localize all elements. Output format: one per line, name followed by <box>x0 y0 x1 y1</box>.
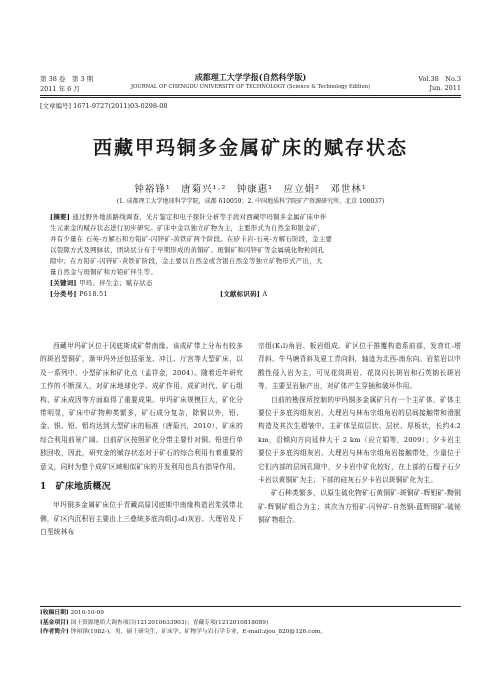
footnote-author: [作者简介] 钟裕锋(1982-)，男，硕士研究生，矿床学、矿物学与岩石学专业，E-mail:zjou_820@126.com。 <box>40 629 327 635</box>
doc-code-group <box>220 289 267 300</box>
footnote-fund: [基金项目] 国土资源地质大调查项目(1212010633903)；青藏专项(1212010818089) <box>40 619 269 626</box>
right-column <box>258 340 461 528</box>
left-column <box>40 340 243 540</box>
keywords-text: 甲玛；伴生金；赋存状态 <box>79 279 153 287</box>
abstract-line: 生元素金的赋存状态进行初步研究。矿床中金以独立矿物为主，主要形式为自然金和银金矿， <box>50 224 325 232</box>
journal-title-cn: 成都理工大学学报(自然科学版) <box>194 72 307 82</box>
abstract-line: 隙中；在方铅矿-闪锌矿-黄铁矿阶段，金主要以自然金或含银自然金等独立矿物形式产出，大 <box>50 257 323 265</box>
section-heading: 1 矿床地质概况 <box>40 482 111 493</box>
body-paragraph: 甲玛铜多金属矿床位于青藏高原冈底斯中南缘构造岩浆弧带北侧，矿区内沉积岩主要由上三叠统多底沟组(J₃d)灰岩、大理岩及下白垩统林布 <box>40 501 243 537</box>
doc-code-label: [文献标识码] <box>220 290 261 298</box>
volume-issue-en: Vol.38 No.3 <box>418 75 461 83</box>
header-rule <box>40 95 461 96</box>
classification-line <box>50 289 452 300</box>
classification-label: [分类号] <box>50 290 77 298</box>
date-en: Jun. 2011 <box>429 84 461 92</box>
article-number: [文章编号] 1671-9727(2011)03-0298-08 <box>40 102 168 110</box>
keywords-label: [关键词] <box>50 279 77 287</box>
doc-code-value: A <box>262 290 268 298</box>
body-paragraph: 目前的勘探所控制的甲玛铜多金属矿只有一个主矿体，矿体主要位于多底沟组灰岩、大理岩与林布宗组角岩的层间接触带和滑脱构造及其次生褶皱中。主矿体呈似层状、层状、厚板状，长约4.2 km，沿倾向方向延伸大于 2 km（应立娟等，2009）；夕卡岩主要位于多底沟组灰岩、大理岩与林布宗组角岩接触带处，少量位于它们内部的层间孔隙中，夕卡岩中矿化较好，在上部的石榴子石夕卡岩以黄铜矿为主；下部的硅灰石夕卡岩以斑铜矿化为主。 <box>258 395 462 485</box>
classification-code: P618.51 <box>79 290 108 298</box>
footnote-received: [收稿日期] 2010-10-09 <box>40 610 104 616</box>
abstract-line: 量自然金与斑铜矿和方铅矿伴生等。 <box>50 268 158 276</box>
volume-issue-cn: 第 38 卷 第 3 期 <box>40 75 94 83</box>
body-paragraph: 矿石种类繁多，以原生硫化物矿石黄铜矿-斑铜矿-辉钼矿-黝铜矿-辉铜矿组合为主；其次为方铅矿-闪锌矿-自然铜-蓝辉铜矿-硫铋铜矿物组合。 <box>258 489 461 525</box>
author-list: 钟裕锋¹ 唐菊兴¹·² 钟康惠¹ 应立娟² 邓世林¹ <box>134 184 367 195</box>
author-affiliation: (1. 成都理工大学地球科学学院，成都 610059；2. 中国地质科学院矿产资源研究所，北京 100037) <box>116 198 385 205</box>
paper-title: 西藏甲玛铜多金属矿床的赋存状态 <box>92 137 408 159</box>
abstract-line: 并有少量在 石英-方解石和方铅矿-闪锌矿-黄铁矿两个阶段。在矽卡岩-石英-方解石阶段，金主要 <box>50 235 333 243</box>
keywords-line <box>50 278 452 289</box>
abstract-line: [摘要] 通过野外地质路线调查、光片鉴定和电子探针分析等手段对西藏甲玛铜多金属矿床中伴 <box>50 213 327 221</box>
body-paragraph: 宗组(K₁l)角岩、板岩组成。矿区位于推覆构造系前部，发育红-塔背斜、牛马塘背斜及夏工青向斜，轴迹为北西-南东向。岩浆岩以中酸性侵入岩为主，可见花岗斑岩、花岗闪长斑岩和石英钠长斑岩等，主要呈岩脉产出，对矿体产生穿插和破坏作用。 <box>258 342 462 391</box>
footnote <box>40 609 461 638</box>
abstract-label: [摘要] <box>50 213 71 221</box>
body-paragraph: 西藏甲玛矿区位于冈底斯成矿带南缘。该成矿带上分布有较多的斑岩型铜矿，渐甲玛外还包括驱龙、冲江、厅宫等大型矿床，以及一系列中、小型矿床和矿化点（孟祥金，2004）。随着近年研究工作的不断深入，对矿床地球化学、成矿作用、成矿时代、矿石组构、矿床成因等方面取得了重要成果。甲玛矿床规模巨大，矿化分带明显，矿床中矿物种类繁多，矿石成分复杂，除铜以外，铅、金、银、铅、钼均达到大型矿床的标准（唐菊兴，2010），矿床的综合利用前景广阔。目前矿区按照矿化分带主要针对铜、铅进行单独回收，因此，研究金的赋存状态对于矿石的综合利用有着重要的意义，同时为整个成矿区域相似矿床的开发利用也具有指导作用。 <box>40 342 243 471</box>
abstract-line: 以裂隙方式及网脉状、团块状分布于早期形成的黄铜矿、斑铜矿和闪锌矿等金属硫化物粒间孔 <box>50 246 325 254</box>
footnote-rule <box>40 606 461 607</box>
header-rule-thin <box>40 97 461 98</box>
journal-title-en: JOURNAL OF CHENGDU UNIVERSITY OF TECHNOLOGY (Science & Technology Edition) <box>131 84 370 90</box>
date-cn: 2011 年 6 月 <box>40 85 80 93</box>
abstract <box>50 212 452 300</box>
